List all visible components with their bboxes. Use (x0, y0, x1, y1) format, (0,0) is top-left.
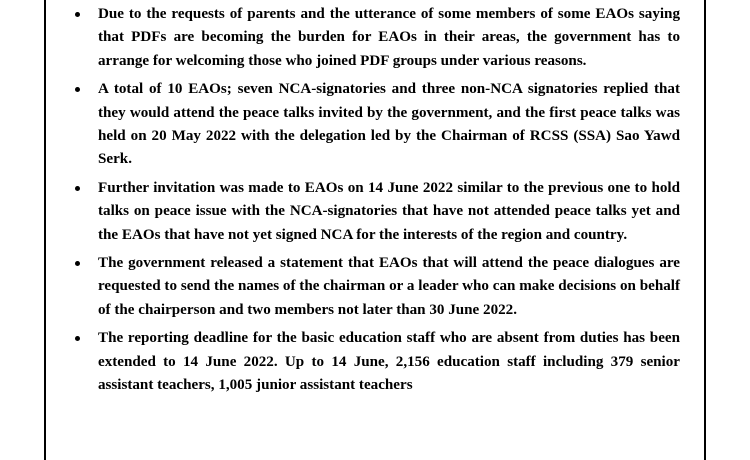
bullet-text: A total of 10 EAOs; seven NCA-signatories and three non-NCA signatories replied that they would attend the peace talks invited by the government, and the first peace talks was held on 20 May 2022 with the delegation led by the Chairman of RCSS (SSA) Sao Yawd Serk. (98, 81, 680, 168)
bullet-text: Further invitation was made to EAOs on 14 June 2022 similar to the previous one to hold talks on peace issue with the NCA-signatories that have not attended peace talks yet and the EAOs that have not yet signed NCA for the interests of the region and country. (98, 179, 680, 243)
bullet-list (60, 3, 680, 403)
bullet-item (60, 78, 680, 172)
bullet-dot-icon (75, 261, 80, 266)
bullet-text: Due to the requests of parents and the utterance of some members of some EAOs saying that PDFs are becoming the burden for EAOs in their areas, the government has to arrange for welcoming those who joined PDF groups under various reasons. (98, 6, 680, 69)
page-border-right (704, 0, 706, 460)
bullet-text: The reporting deadline for the basic education staff who are absent from duties has been extended to 14 June 2022. Up to 14 June, 2,156 education staff including 379 senior assistant teachers, 1,005 junior assistant teachers (98, 330, 680, 394)
bullet-dot-icon (75, 12, 80, 17)
bullet-item (60, 177, 680, 247)
bullet-item (60, 327, 680, 397)
page-border-left (44, 0, 46, 460)
bullet-dot-icon (75, 186, 80, 191)
bullet-dot-icon (75, 336, 80, 341)
bullet-text: The government released a statement that EAOs that will attend the peace dialogues are requested to send the names of the chairman or a leader who can make decisions on behalf of the chairperson and two members not later than 30 June 2022. (98, 255, 680, 318)
bullet-item (60, 3, 680, 73)
bullet-dot-icon (75, 87, 80, 92)
bullet-item (60, 252, 680, 322)
